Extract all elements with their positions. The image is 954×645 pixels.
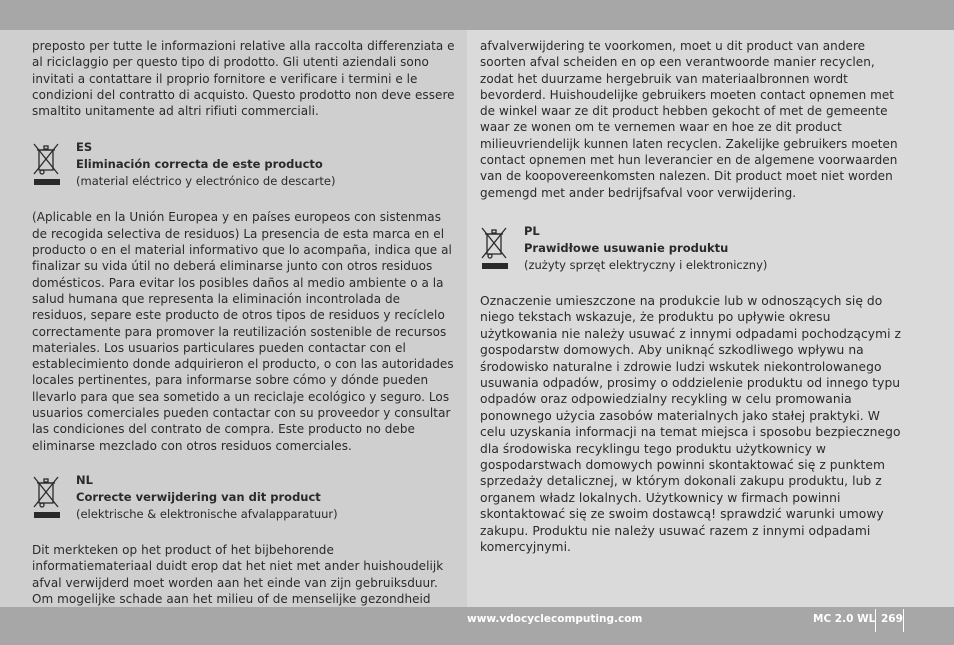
dutch-text-continued: afvalverwijdering te voorkomen, moet u dit product van andere soorten afval scheiden en op een verantwoorde manier recyclen, zodat het duurzame hergebruik van materiaalbronnen wordt bevorderd. Huishoudelijke gebruikers moeten contact opnemen met de winkel waar ze dit product hebben gekocht of met de gemeente waar ze wonen om te vernemen waar en hoe ze dit product milieuvriendelijk kunnen laten recyclen. Zakelijke gebruikers moeten contact opnemen met hun leverancier en de algemene voorwaarden van de koopovereenkomsten nalezen. Dit product moet niet worden gemengd met ander bedrijfsafval voor verwijdering. <box>480 39 898 200</box>
polish-text: Oznaczenie umieszczone na produkcie lub w odnoszących się do niego tekstach wskazuje, że produktu po upływie okresu użytkowania nie należy usuwać z innymi odpadami pochodzącymi z gospodarstw domowych. Aby uniknąć szkodliwego wpływu na środowisko naturalne i zdrowie ludzi wskutek niekontrolowanego usuwania odpadów, prosimy o oddzielenie produktu od innego typu odpadów oraz odpowiedzialny recykling w celu promowania ponownego użycia zasobów materialnych jako stałej praktyki. W celu uzyskania informacji na temat miejsca i sposobu bezpiecznego dla środowiska recyklingu tego produktu użytkownicy w gospodarstwach domowych powinni skontaktować się z punktem sprzedaży detalicznej, w którym dokonali zakupu produktu, lub z organem władz lokalnych. Użytkownicy w firmach powinni skontaktować się ze swoim dostawcą! sprawdzić warunki umowy zakupu. Produktu nie należy usuwać razem z innymi odpadami komercyjnymi. <box>480 293 902 555</box>
section-nl <box>32 472 455 526</box>
page-number: 269 <box>881 613 903 625</box>
section-title: Prawidłowe usuwanie produktu <box>524 240 729 255</box>
footer-divider <box>903 609 904 632</box>
weee-bin-icon <box>32 474 62 520</box>
section-es <box>32 139 455 193</box>
dutch-text: Dit merkteken op het product of het bijbehorende informatiemateriaal duidt erop dat het niet met ander huishoudelijk afval verwijderd moet worden aan het einde van zijn gebruiksduur. Om mogelijke schade aan het milieu of de menselijke gezondheid <box>32 542 444 606</box>
section-title: Correcte verwijdering van dit product <box>76 489 321 504</box>
section-subtitle: (elektrische & elektronische afvalapparatuur) <box>76 506 338 521</box>
weee-bin-icon <box>32 141 62 187</box>
model-name: MC 2.0 WL <box>813 613 876 625</box>
language-code: ES <box>76 140 93 155</box>
section-title: Eliminación correcta de este producto <box>76 157 323 172</box>
language-code: NL <box>76 472 93 487</box>
right-column <box>467 30 954 607</box>
top-bar <box>0 0 954 30</box>
section-subtitle: (material eléctrico y electrónico de descarte) <box>76 174 336 189</box>
section-subtitle: (zużyty sprzęt elektryczny i elektroniczny) <box>524 257 768 272</box>
language-code: PL <box>524 223 540 238</box>
spanish-text: (Aplicable en la Unión Europea y en países europeos con sistenmas de recogida selectiva de residuos) La presencia de esta marca en el producto o en el material informativo que lo acompaña, indica que al finalizar su vida útil no deberá eliminarse junto con otros residuos domésticos. Para evitar los posibles daños al medio ambiente o a la salud humana que representa la eliminación incontrolada de residuos, separe este producto de otros tipos de residuos y recíclelo correctamente para promover la reutilización sostenible de recursos materiales. Los usuarios particulares pueden contactar con el establecimiento donde adquirieron el producto, o con las autoridades locales pertinentes, para informarse sobre cómo y dónde pueden llevarlo para que sea sometido a un reciclaje ecológico y seguro. Los usuarios comerciales pueden contactar con su proveedor y consultar las condiciones del contrato de compra. Este producto no debe eliminarse mezclado con otros residuos comerciales. <box>32 210 454 453</box>
weee-bin-icon <box>480 225 510 271</box>
section-pl <box>480 223 908 277</box>
italian-text: preposto per tutte le informazioni relative alla raccolta differenziata e al riciclaggio per questo tipo di prodotto. Gli utenti aziendali sono invitati a contattare il proprio fornitore e verificare i termini e le condizioni del contratto di acquisto. Questo prodotto non deve essere smaltito unitamente ad altri rifiuti commerciali. <box>32 39 455 119</box>
website-url: www.vdocyclecomputing.com <box>467 613 643 625</box>
left-column <box>0 30 467 607</box>
footer-divider <box>875 609 876 632</box>
